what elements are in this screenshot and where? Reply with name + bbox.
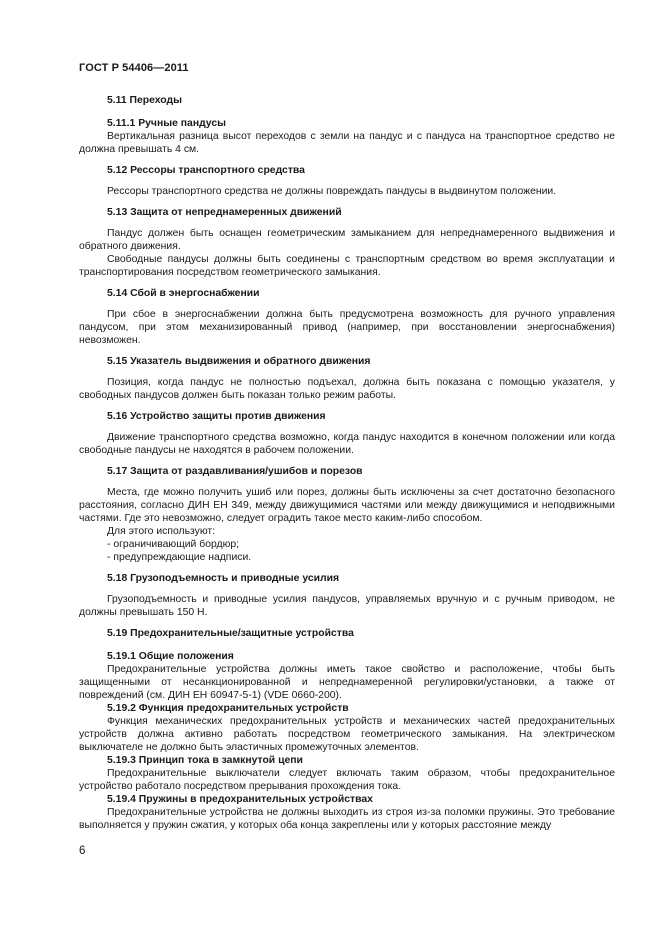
- section-5-18: [79, 572, 615, 619]
- paragraph: Предохранительные устройства не должны выходить из строя из-за поломки пружины. Это требование выполняется у пружин сжатия, у которых оба конца закреплены или у которых расстояние между: [79, 807, 615, 831]
- document-body: [79, 94, 615, 832]
- section-5-13: [79, 206, 615, 279]
- paragraph: Для этого используют:: [107, 526, 216, 537]
- paragraph: Позиция, когда пандус не полностью подъехал, должна быть показана с помощью указателя, у свободных пандусов должен быть показан только режим работы.: [79, 377, 615, 401]
- paragraph: Вертикальная разница высот переходов с земли на пандус и с пандуса на транспортное средство не должна превышать 4 см.: [79, 131, 615, 155]
- paragraph: Предохранительные выключатели следует включать таким образом, чтобы предохранительное устройство работало посредством прерывания прохождения тока.: [79, 768, 615, 792]
- subsection-heading: 5.19.2 Функция предохранительных устройств: [107, 703, 349, 714]
- paragraph: Свободные пандусы должны быть соединены с транспортным средством во время эксплуатации и транспортирования посредством геометрического замыкания.: [79, 254, 615, 278]
- section-heading: 5.18 Грузоподъемность и приводные усилия: [107, 573, 340, 584]
- paragraph: Места, где можно получить ушиб или порез, должны быть исключены за счет достаточно безопасного расстояния, согласно ДИН ЕН 349, между движущимися частями или между движущимися и неподвижными частями. Где это невозможно, следует оградить такое место каким-либо способом.: [79, 487, 615, 524]
- subsection-heading: 5.19.1 Общие положения: [107, 651, 234, 662]
- section-heading: 5.14 Сбой в энергоснабжении: [107, 288, 260, 299]
- paragraph: Движение транспортного средства возможно, когда пандус находится в конечном положении или когда свободные пандусы не находятся в рабочем положении.: [79, 432, 615, 456]
- section-heading: 5.15 Указатель выдвижения и обратного движения: [107, 356, 371, 367]
- section-heading: 5.13 Защита от непреднамеренных движений: [107, 207, 342, 218]
- section-5-16: [79, 410, 615, 457]
- section-heading: 5.19 Предохранительные/защитные устройства: [107, 628, 354, 639]
- section-heading: 5.11 Переходы: [107, 95, 182, 106]
- paragraph: При сбое в энергоснабжении должна быть предусмотрена возможность для ручного управления пандусом, при этом механизированный привод (например, при восстановлении энергоснабжения) невозможен.: [79, 309, 615, 346]
- section-5-11: [79, 94, 615, 156]
- subsection-heading: 5.11.1 Ручные пандусы: [107, 118, 226, 129]
- paragraph: Функция механических предохранительных устройств и механических частей предохранительных устройств должна активно работать посредством геометрического замыкания. На электрическом выключателе не должно быть эластичных промежуточных элементов.: [79, 716, 615, 753]
- subsection-heading: 5.19.3 Принцип тока в замкнутой цепи: [107, 755, 303, 766]
- document-header: ГОСТ Р 54406—2011: [79, 62, 189, 74]
- section-5-19: [79, 627, 615, 832]
- list-item: - ограничивающий бордюр;: [107, 539, 240, 550]
- section-5-14: [79, 287, 615, 347]
- section-5-17: [79, 465, 615, 564]
- section-5-15: [79, 355, 615, 402]
- section-heading: 5.12 Рессоры транспортного средства: [107, 165, 305, 176]
- paragraph: Предохранительные устройства должны иметь такое свойство и расположение, чтобы быть защищенными от несанкционированной и непреднамеренной регулировки/установки, а также от повреждений (см. ДИН ЕН 60947-5-1) (VDE 0660-200).: [79, 664, 615, 701]
- paragraph: Пандус должен быть оснащен геометрическим замыканием для непреднамеренного выдвижения и обратного движения.: [79, 228, 615, 252]
- section-5-12: [79, 164, 615, 198]
- list-item: - предупреждающие надписи.: [107, 552, 252, 563]
- page-number: 6: [79, 845, 86, 857]
- paragraph: Грузоподъемность и приводные усилия пандусов, управляемых вручную и с ручным приводом, не должны превышать 150 Н.: [79, 594, 615, 618]
- section-heading: 5.16 Устройство защиты против движения: [107, 411, 326, 422]
- subsection-heading: 5.19.4 Пружины в предохранительных устройствах: [107, 794, 373, 805]
- paragraph: Рессоры транспортного средства не должны повреждать пандусы в выдвинутом положении.: [107, 186, 557, 197]
- section-heading: 5.17 Защита от раздавливания/ушибов и порезов: [107, 466, 363, 477]
